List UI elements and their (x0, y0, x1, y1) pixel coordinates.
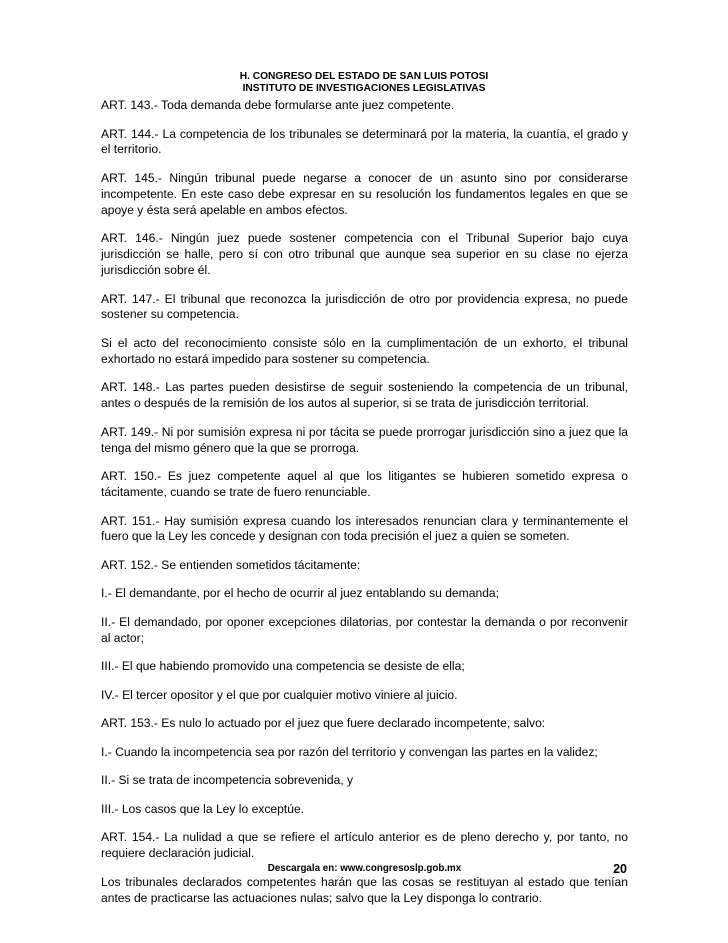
paragraph-art-144: ART. 144.- La competencia de los tribunales se determinará por la materia, la cuantía, el grado y el territorio. (101, 126, 628, 157)
paragraph-art-145: ART. 145.- Ningún tribunal puede negarse a conocer de un asunto sino por considerarse incompetente. En este caso debe expresar en su resolución los fundamentos legales en que se apoye y ésta será apelable en ambos efectos. (101, 170, 628, 217)
footer-download-url: Descargala en: www.congresoslp.gob.mx (267, 863, 462, 874)
paragraph-art-152: ART. 152.- Se entienden sometidos tácitamente: (101, 557, 361, 572)
header-institute-name: INSTITUTO DE INVESTIGACIONES LEGISLATIVAS (242, 83, 486, 94)
paragraph-art-151: ART. 151.- Hay sumisión expresa cuando los interesados renuncian clara y terminantemente el fuero que la Ley les concede y designan con toda precisión el juez a quien se someten. (101, 513, 628, 544)
paragraph-art-146: ART. 146.- Ningún juez puede sostener competencia con el Tribunal Superior bajo cuya jurisdicción se halle, pero sí con otro tribunal que aunque sea superior en su clase no ejerza jurisdicción sobre él. (101, 231, 628, 278)
header-congress-name: H. CONGRESO DEL ESTADO DE SAN LUIS POTOSI (239, 71, 489, 82)
page-footer (101, 862, 628, 876)
paragraph-art-153-ii: II.- Si se trata de incompetencia sobrevenida, y (101, 773, 354, 788)
paragraph-art-154: ART. 154.- La nulidad a que se refiere el artículo anterior es de pleno derecho y, por tanto, no requiere declaración judicial. (101, 830, 628, 861)
document-body (101, 98, 628, 919)
paragraph-art-143: ART. 143.- Toda demanda debe formularse ante juez competente. (101, 98, 455, 112)
page-number: 20 (613, 862, 627, 876)
paragraph-art-148: ART. 148.- Las partes pueden desistirse de seguir sosteniendo la competencia de un tribunal, antes o después de la remisión de los autos al superior, si se trata de jurisdicción territorial. (101, 380, 628, 411)
paragraph-art-152-iv: IV.- El tercer opositor y el que por cualquier motivo viniere al juicio. (101, 687, 458, 702)
paragraph-art-153-i: I.- Cuando la incompetencia sea por razón del territorio y convengan las partes en la validez; (101, 744, 598, 759)
paragraph-art-149: ART. 149.- Ni por sumisión expresa ni por tácita se puede prorrogar jurisdicción sino a juez que la tenga del mismo género que la que se prorroga. (101, 424, 628, 455)
paragraph-art-147-cont: Si el acto del reconocimiento consiste sólo en la cumplimentación de un exhorto, el tribunal exhortado no estará impedido para sostener su competencia. (101, 335, 628, 366)
paragraph-art-147: ART. 147.- El tribunal que reconozca la jurisdicción de otro por providencia expresa, no puede sostener su competencia. (101, 291, 628, 322)
paragraph-art-153-iii: III.- Los casos que la Ley lo exceptúe. (101, 801, 305, 816)
paragraph-art-152-i: I.- El demandante, por el hecho de ocurrir al juez entablando su demanda; (101, 586, 500, 601)
paragraph-art-152-ii: II.- El demandado, por oponer excepciones dilatorias, por contestar la demanda o por reconvenir al actor; (101, 614, 628, 645)
paragraph-art-152-iii: III.- El que habiendo promovido una competencia se desiste de ella; (101, 659, 465, 674)
paragraph-art-153: ART. 153.- Es nulo lo actuado por el juez que fuere declarado incompetente, salvo: (101, 716, 546, 731)
page-header (0, 71, 728, 95)
paragraph-art-154-cont: Los tribunales declarados competentes harán que las cosas se restituyan al estado que tenían antes de practicarse las actuaciones nulas; salvo que la Ley disponga lo contrario. (101, 874, 628, 905)
paragraph-art-150: ART. 150.- Es juez competente aquel al que los litigantes se hubieren sometido expresa o tácitamente, cuando se trate de fuero renunciable. (101, 469, 628, 500)
